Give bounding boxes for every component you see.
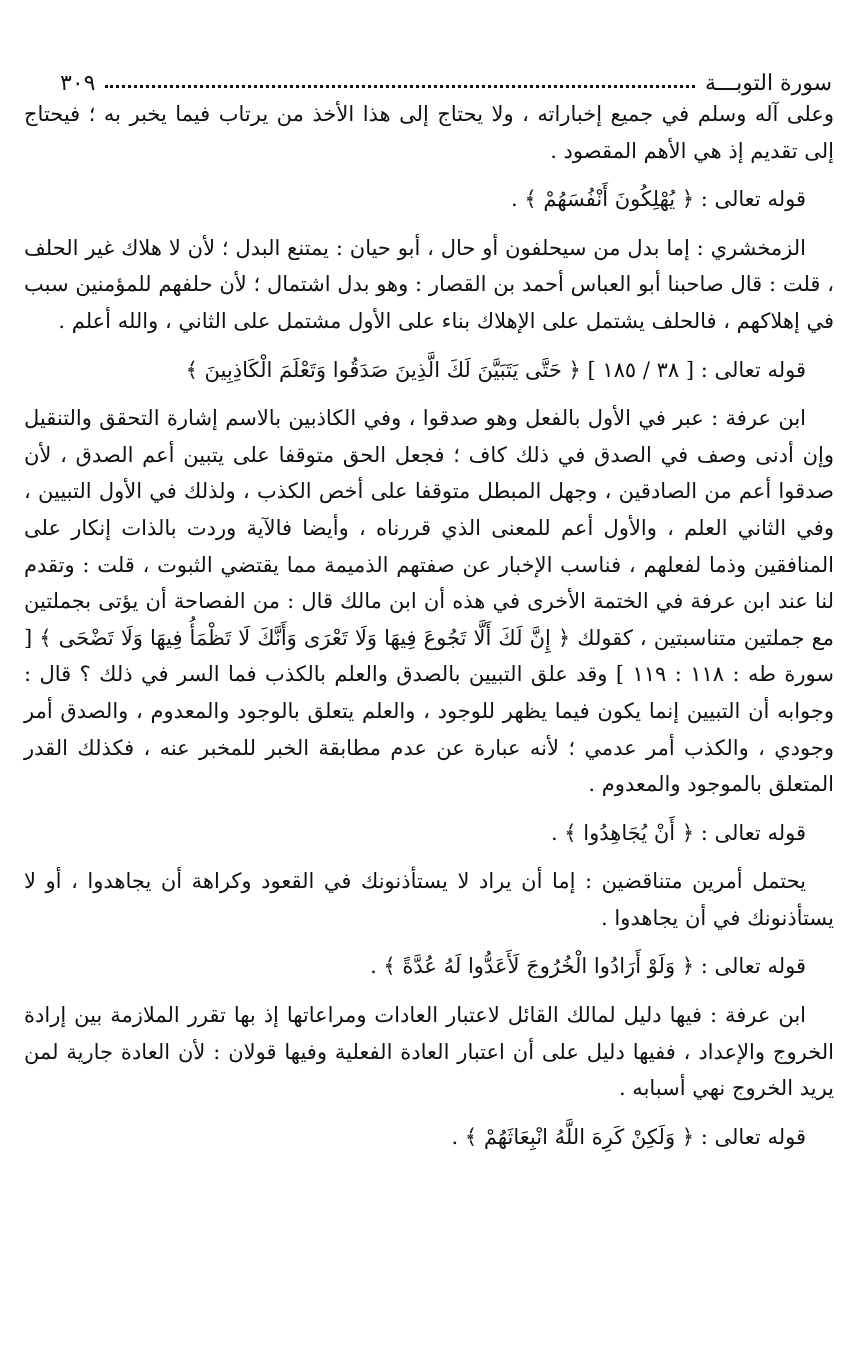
page-body — [24, 96, 834, 1161]
header-dotted-leader — [105, 85, 695, 88]
verse-heading: قوله تعالى : ﴿ يُهْلِكُونَ أَنْفُسَهُمْ ﴾ . — [511, 187, 806, 212]
spacer — [24, 340, 834, 346]
verse-heading: قوله تعالى : [ ٣٨ / ١٨٥ ] ﴿ حَتَّى يَتَبَيَّنَ لَكَ الَّذِينَ صَدَقُوا وَتَعْلَمَ الْكَاذِبِينَ ﴾ — [185, 357, 806, 382]
verse-heading: قوله تعالى : ﴿ وَلَوْ أَرَادُوا الْخُرُوجَ لَأَعَدُّوا لَهُ عُدَّةً ﴾ . — [370, 954, 806, 979]
page-number: ٣٠٩ — [60, 71, 96, 96]
commentary-paragraph: ابن عرفة : عبر في الأول بالفعل وهو صدقوا ، وفي الكاذبين بالاسم إشارة التحقق والتنقيل وإن أدنى وصف في الصدق في ذلك كاف ؛ فجعل الحق متوقفا على يتبين أعم الصدق ، لأن صدقوا أعم من الصادقين ، وجهل المبطل متوقفا على أخص الكذب ، ولذلك في الأول التبيين ، وفي الثاني العلم ، والأول أعم للمعنى الذي قررناه ، وأيضا فالآية وردت بالذات إنكار على المنافقين وذما لفعلهم ، فناسب الإخبار عن صفتهم الذميمة مما يقتضي الثبوت ، قلت : وتقدم لنا عند ابن عرفة في الختمة الأخرى في هذه أن ابن مالك قال : من الفصاحة أن يؤتى بجملتين مع جملتين متناسبتين ، كقولك ﴿ إِنَّ لَكَ أَلَّا تَجُوعَ فِيهَا وَلَا تَعْرَى وَأَنَّكَ لَا تَظْمَأُ فِيهَا وَلَا تَضْحَى ﴾ [ سورة طه : ١١٨ : ١١٩ ] وقد علق التبيين بالصدق والعلم بالكذب فما السر في ذلك ؟ قال : وجوابه أن التبيين إنما يكون فيما يظهر للوجود ، والعلم يتعلق بالوجود والمعدوم ، والصدق أمر وجودي ، والكذب أمر عدمي ؛ لأنه عبارة عن عدم مطابقة الخبر للمخبر عنه ، فكذلك القدر المتعلق بالموجود والمعدوم . — [24, 406, 834, 797]
commentary-paragraph: الزمخشري : إما بدل من سيحلفون أو حال ، أبو حيان : يمتنع البدل ؛ لأن لا هلاك غير الحلف ، قلت : قال صاحبنا أبو العباس أحمد بن القصار : وهو بدل اشتمال ؛ لأن حلفهم للمؤمنين سبب في إهلاكهم ، فالحلف يشتمل على الإهلاك بناء على الأول مشتمل على الثاني ، والله أعلم . — [24, 235, 834, 333]
spacer — [24, 1107, 834, 1113]
verse-heading: قوله تعالى : ﴿ وَلَكِنْ كَرِهَ اللَّهُ انْبِعَاثَهُمْ ﴾ . — [451, 1124, 806, 1149]
spacer — [24, 803, 834, 809]
commentary-paragraph: ابن عرفة : فيها دليل لمالك القائل لاعتبار العادات ومراعاتها إذ بها تقرر الملازمة بين إرادة الخروج والإعداد ، ففيها دليل على أن اعتبار العادة الفعلية وفيها قولان : لأن العادة جارية لمن يريد الخروج نهي أسبابه . — [24, 1003, 834, 1101]
spacer — [24, 936, 834, 942]
verse-heading: قوله تعالى : ﴿ أَنْ يُجَاهِدُوا ﴾ . — [550, 820, 806, 845]
commentary-paragraph: يحتمل أمرين متناقضين : إما أن يراد لا يستأذنونك في القعود وكراهة أن يجاهدوا ، أو لا يستأذنونك في أن يجاهدوا . — [24, 869, 834, 930]
spacer — [24, 169, 834, 175]
surah-title: سورة التوبـــة — [704, 71, 832, 96]
paragraph-continuation: وعلى آله وسلم في جميع إخباراته ، ولا يحتاج إلى هذا الأخذ من يرتاب فيما يخبر به ؛ فيحتاج إلى تقديم إذ هي الأهم المقصود . — [24, 102, 834, 163]
page-header — [60, 60, 832, 96]
